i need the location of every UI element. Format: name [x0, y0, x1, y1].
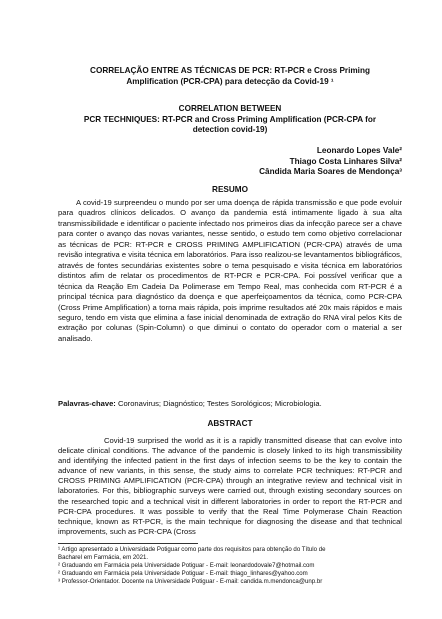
author-name: Cândida Maria Soares de Mendonça³ [259, 167, 402, 176]
title-pt-line-1: CORRELAÇÃO ENTRE AS TÉCNICAS DE PCR: RT-PCR e Cross Priming [90, 66, 370, 75]
footnote: Bacharel em Farmácia, em 2021. [58, 554, 149, 562]
footnote: ² Graduando em Farmácia pela Universidade Potiguar - E-mail: leonardodovale7@hotmail.com [58, 562, 315, 570]
abstract-heading: ABSTRACT [207, 419, 253, 428]
author-list [259, 146, 402, 178]
keywords [58, 399, 402, 409]
title-portuguese [58, 66, 402, 87]
author-name: Leonardo Lopes Vale² [316, 146, 402, 155]
title-en-line-1: CORRELATION BETWEEN [178, 104, 282, 113]
title-en-line-3: detection covid-19) [192, 125, 268, 134]
footnote: ³ Professor-Orientador. Docente na Universidade Potiguar - E-mail: candida.m.mendonca@unp.br [58, 578, 323, 586]
footnote: ² Graduando em Farmácia pela Universidade Potiguar - E-mail: thiago_linhares@yahoo.com [58, 570, 308, 578]
title-en-line-2: PCR TECHNIQUES: RT-PCR and Cross Priming Amplification (PCR-CPA for [83, 114, 377, 124]
title-pt-line-2: Amplification (PCR-CPA) para detecção da Covid-19 ¹ [126, 76, 334, 86]
footnote-divider [58, 543, 198, 544]
resumo-heading: RESUMO [212, 185, 248, 194]
keywords-text: Coronavirus; Diagnóstico; Testes Sorológicos; Microbiologia. [115, 399, 322, 408]
author-name: Thiago Costa Linhares Silva² [289, 156, 402, 166]
keywords-label: Palavras-chave: [58, 399, 116, 408]
footnote: ¹ Artigo apresentado a Universidade Potiguar como parte dos requisitos para obtenção do Título de [58, 546, 326, 553]
resumo-text: A covid-19 surpreendeu o mundo por ser uma doença de rápida transmissão e que pode evoluir para quadros clínicos delicados. O avanço da pandemia está intimamente ligado à sua alta transmissibilidade e identificar o paciente infectado nos primeiros dias da infecção parece ser a chave para conter o avanço das novas variantes, nesse sentido, o estudo tem como objetivo correlacionar as técnicas de PCR: RT-PCR e CROSS PRIMING AMPLIFICATION (PCR-CPA) através de uma revisão integrativa e visita técnica em laboratórios. Para isso realizou-se levantamentos bibliográficos, através de fontes secundárias existentes sobre o tema pesquisado e visita técnica em laboratórios distintos afim de relatar os procedimentos de RT-PCR e PCR-CPA. Foi possível verificar que a técnica da Reação Em Cadeia Da Polimerase em Tempo Real, mas conhecida com RT-PCR é a principal técnica para diagnóstico da doença e que aperfeiçoamentos da técnica, como PCR-CPA (Cross Prime Amplification) a torna mais rápida, pois imprime resultados até 20x mais rápidos e mais seguro, tendo em vista que elimina a fase inicial denominada de extração do RNA viral pelos Kits de extração por colunas (Spin-Column) o que diminui o contato do operador com o material a ser analisado. [58, 198, 402, 343]
abstract-text: Covid-19 surprised the world as it is a rapidly transmitted disease that can evolve into delicate clinical conditions. The advance of the pandemic is closely linked to its high transmissibility and identifying the infected patient in the first days of infection seems to be the key to contain the advance of new variants, in this sense, the study aims to correlate PCR techniques: RT-PCR and CROSS PRIMING AMPLIFICATION (PCR-CPA) through an integrative review and technical visit in laboratories. For this, bibliographic surveys were carried out, through existing secondary sources on the researched topic and a technical visit in different laboratories in order to report the RT-PCR and PCR-CPA procedures. It was possible to verify that the Real Time Polymerase Chain Reaction technique, known as RT-PCR, is the main technique for diagnosing the disease and that technical improvements, such as PCR-CPA (Cross [58, 436, 402, 536]
footnotes [58, 546, 402, 586]
title-english [58, 104, 402, 136]
